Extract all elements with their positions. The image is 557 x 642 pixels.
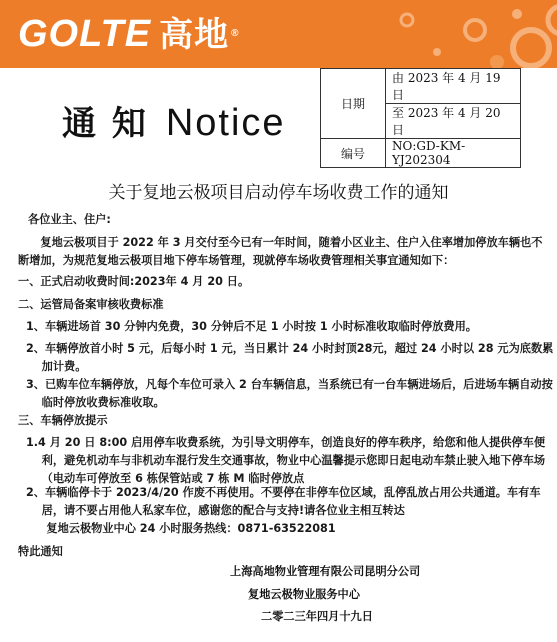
signature-center: 复地云极物业服务中心	[248, 588, 360, 601]
section-2-heading: 二、运管局备案审核收费标准	[18, 298, 164, 311]
brand-header	[0, 0, 557, 68]
section-3-item-2: 2、车辆临停卡于 2023/4/20 作废不再使用。不要停在非停车位区域，乱停乱放占用公共通道。车有车居，请不要占用他人私家车位，感谢您的配合与支持!请各位业主相互转达	[26, 486, 541, 517]
notice-title	[62, 96, 286, 145]
salutation: 各位业主、住户:	[28, 213, 111, 226]
meta-table	[320, 68, 521, 168]
logo-text: GOLTE	[18, 13, 152, 55]
section-2-item-2: 2、车辆停放首小时 5 元，后每小时 1 元，当日累计 24 小时封顶28元，超过 24 小时以 28 元为底数累加计费。	[26, 342, 554, 373]
date-to: 至 2023 年 4 月 20 日	[386, 104, 521, 139]
signature-company: 上海高地物业管理有限公司昆明分公司	[230, 565, 421, 578]
section-2-item-1: 1、车辆进场首 30 分钟内免费，30 分钟后不足 1 小时按 1 小时标准收取临时停放费用。	[26, 320, 477, 333]
golte-logo	[18, 9, 239, 60]
notice-title-cn: 通 知	[62, 104, 148, 144]
section-3-heading: 三、车辆停放提示	[18, 414, 108, 427]
document-title: 关于复地云极项目启动停车场收费工作的通知	[108, 183, 449, 203]
decorative-bubbles-icon	[317, 0, 557, 68]
intro-paragraph: 复地云极项目于 2022 年 3 月交付至今已有一年时间，随着小区业主、住户入住率增加停放车辆也不断增加，为规范复地云极项目地下停车场管理，现就停车场收费管理相关事宜通知如下：	[18, 236, 543, 267]
date-label: 日期	[321, 69, 386, 139]
section-2-item-3: 3、已购车位车辆停放，凡每个车位可录入 2 台车辆信息，当系统已有一台车辆进场后，后进场车辆自动按临时停放收费标准收取。	[26, 378, 553, 409]
registered-mark: ®	[231, 28, 240, 39]
signature-date: 二零二三年四月十九日	[261, 610, 373, 623]
closing: 特此通知	[18, 545, 63, 558]
number-value: NO:GD-KM-YJ202304	[386, 139, 521, 168]
section-1: 一、正式启动收费时间:2023年 4 月 20 日。	[18, 275, 250, 288]
number-label: 编号	[321, 139, 386, 168]
logo-cn: 高地	[159, 15, 230, 55]
notice-title-en: Notice	[165, 102, 286, 144]
section-3-item-1: 1.4 月 20 日 8:00 启用停车收费系统，为引导文明停车，创造良好的停车秩序，给您和他人提供停车便利，避免机动车与非机动车混行发生交通事故，物业中心温馨提示您即日起电动车禁止驶入地下停车场（电动车可停放至 6 栋保管站或 7 栋 M 临时停放点	[26, 436, 546, 485]
hotline: 复地云极物业中心 24 小时服务热线：0871-63522081	[46, 522, 336, 535]
date-from: 由 2023 年 4 月 19 日	[386, 69, 521, 104]
